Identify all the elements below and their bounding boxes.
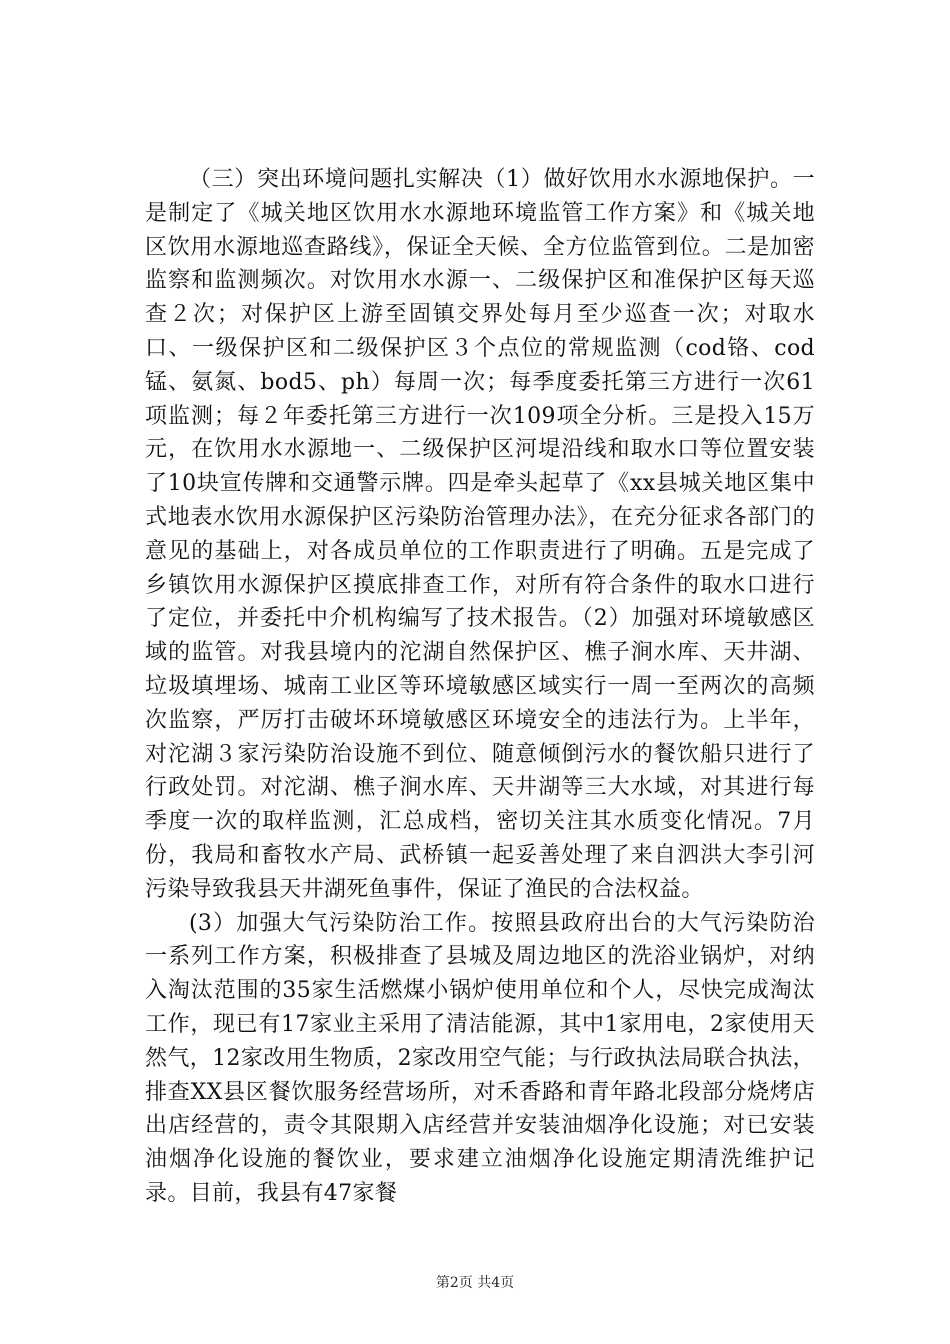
paragraph-air-pollution-control: (3）加强大气污染防治工作。按照县政府出台的大气污染防治一系列工作方案，积极排查了县城及周边地区的洗浴业锅炉，对纳入淘汰范围的35家生活燃煤小锅炉使用单位和个人，尽快完成淘汰工作，现已有17家业主采用了清洁能源，其中1家用电，2家使用天然气，12家改用生物质，2家改用空气能；与行政执法局联合执法，排查XX县区餐饮服务经营场所，对禾香路和青年路北段部分烧烤店出店经营的，责令其限期入店经营并安装油烟净化设施；对已安装油烟净化设施的餐饮业，要求建立油烟净化设施定期清洗维护记录。目前，我县有47家餐 [145,910,815,1206]
document-body [145,163,815,1211]
page-footer: 第2页 共4页 [435,1275,515,1291]
paragraph-drinking-water-protection: （三）突出环境问题扎实解决（1）做好饮用水水源地保护。一是制定了《城关地区饮用水水源地环境监管工作方案》和《城关地区饮用水源地巡查路线》，保证全天候、全方位监管到位。二是加密监察和监测频次。对饮用水水源一、二级保护区和准保护区每天巡查２次；对保护区上游至固镇交界处每月至少巡查一次；对取水口、一级保护区和二级保护区３个点位的常规监测（cod铬、cod锰、氨氮、bod5、ph）每周一次；每季度委托第三方进行一次61项监测；每２年委托第三方进行一次109项全分析。三是投入15万元，在饮用水水源地一、二级保护区河堤沿线和取水口等位置安装了10块宣传牌和交通警示牌。四是牵头起草了《xx县城关地区集中式地表水饮用水源保护区污染防治管理办法》，在充分征求各部门的意见的基础上，对各成员单位的工作职责进行了明确。五是完成了乡镇饮用水源保护区摸底排查工作，对所有符合条件的取水口进行了定位，并委托中介机构编写了技术报告。（2）加强对环境敏感区域的监管。对我县境内的沱湖自然保护区、樵子涧水库、天井湖、垃圾填埋场、城南工业区等环境敏感区域实行一周一至两次的高频次监察，严厉打击破坏环境敏感区环境安全的违法行为。上半年，对沱湖３家污染防治设施不到位、随意倾倒污水的餐饮船只进行了行政处罚。对沱湖、樵子涧水库、天井湖等三大水域，对其进行每季度一次的取样监测，汇总成档，密切关注其水质变化情况。7月份，我局和畜牧水产局、武桥镇一起妥善处理了来自泗洪大李引河污染导致我县天井湖死鱼事件，保证了渔民的合法权益。 [145,167,815,902]
